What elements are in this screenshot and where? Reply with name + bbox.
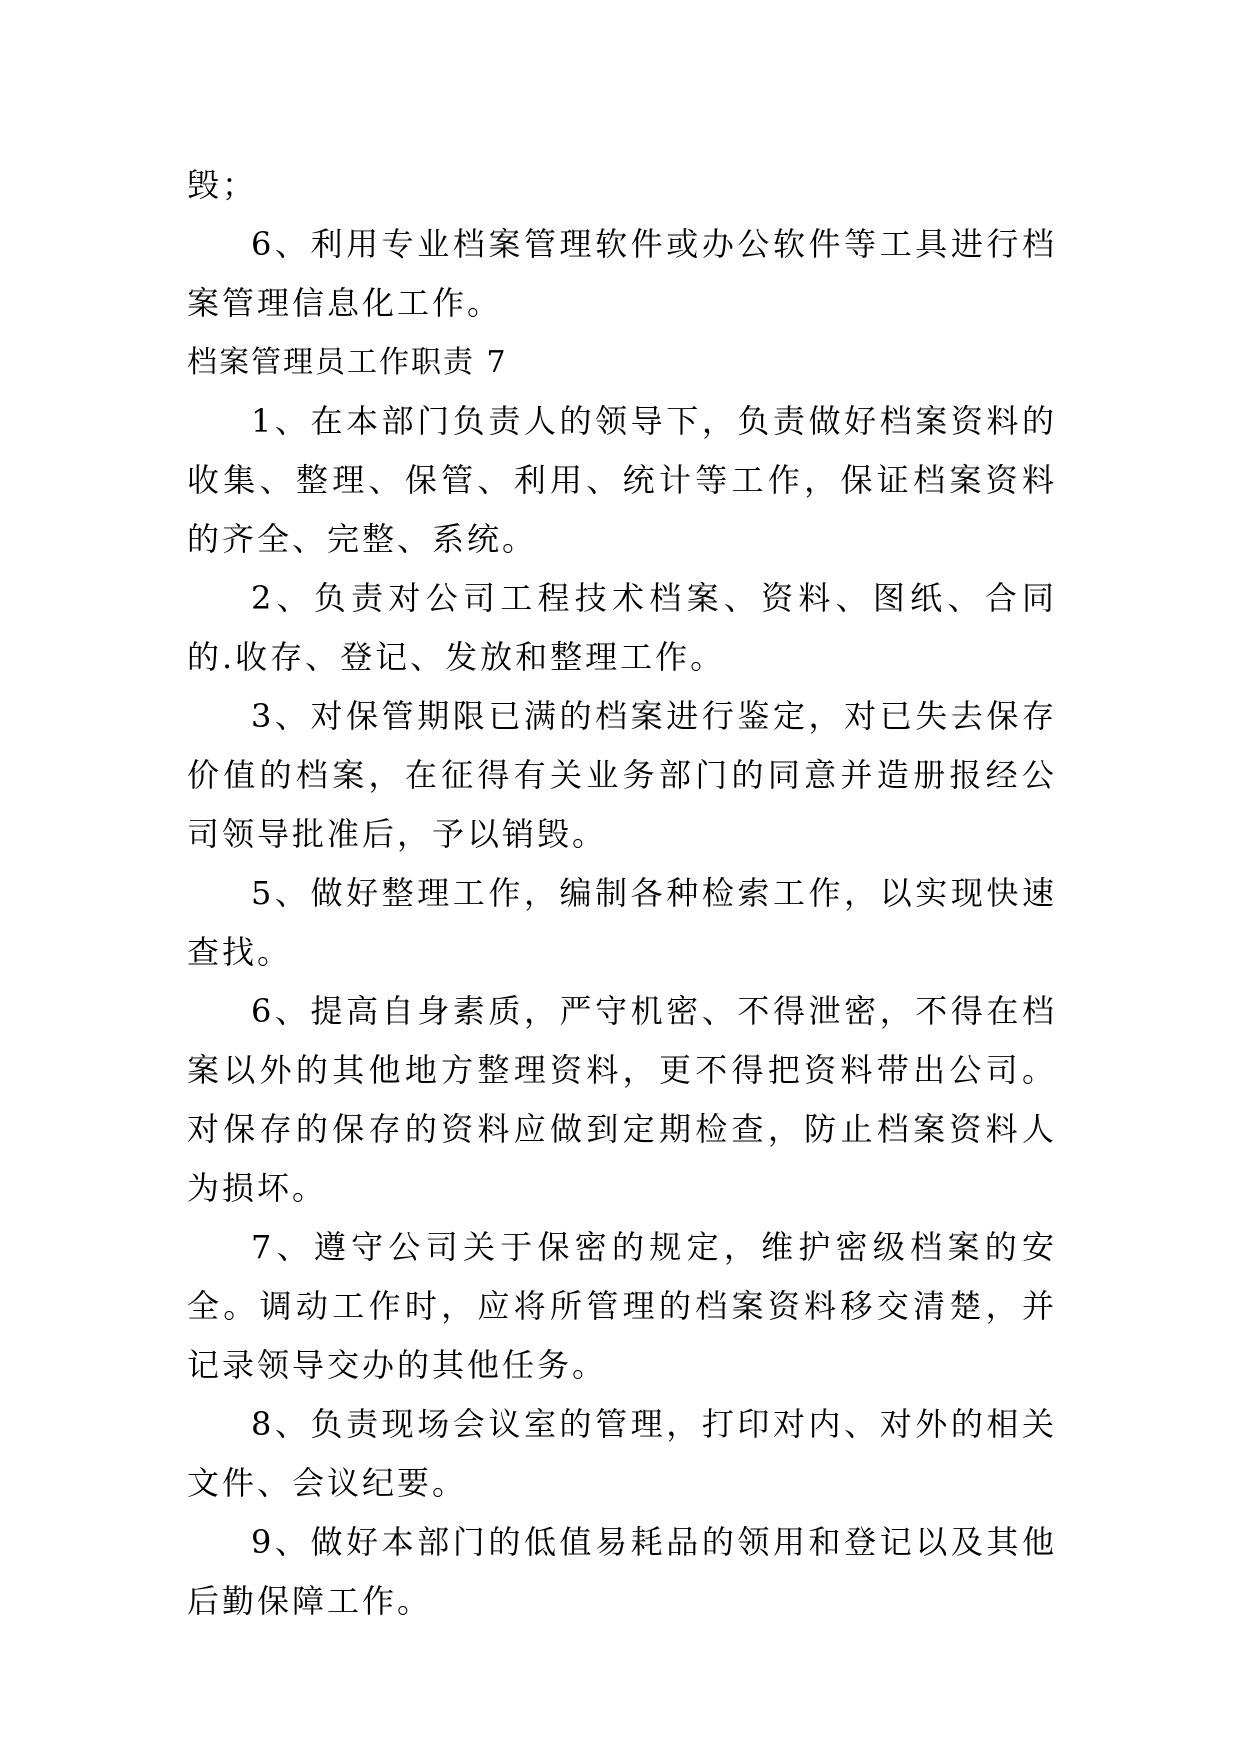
- section-heading: 档案管理员工作职责 7: [187, 345, 508, 380]
- paragraph-item-2: 2、负责对公司工程技术档案、资料、图纸、合同的.收存、登记、发放和整理工作。: [187, 579, 1057, 676]
- paragraph-item-6-informatization: 6、利用专业档案管理软件或办公软件等工具进行档案管理信息化工作。: [187, 225, 1057, 322]
- paragraph-item-3: 3、对保管期限已满的档案进行鉴定，对已失去保存价值的档案，在征得有关业务部门的同意并造册报经公司领导批准后，予以销毁。: [187, 697, 1057, 853]
- document-body: [187, 156, 1057, 1631]
- paragraph-item-5: 5、做好整理工作，编制各种检索工作，以实现快速查找。: [187, 874, 1057, 971]
- paragraph-item-1: 1、在本部门负责人的领导下，负责做好档案资料的收集、整理、保管、利用、统计等工作，保证档案资料的齐全、完整、系统。: [187, 402, 1057, 558]
- paragraph-item-6: 6、提高自身素质，严守机密、不得泄密，不得在档案以外的其他地方整理资料，更不得把资料带出公司。对保存的保存的资料应做到定期检查，防止档案资料人为损坏。: [187, 992, 1057, 1207]
- paragraph-item-8: 8、负责现场会议室的管理，打印对内、对外的相关文件、会议纪要。: [187, 1405, 1057, 1502]
- paragraph-item-9: 9、做好本部门的低值易耗品的领用和登记以及其他后勤保障工作。: [187, 1523, 1057, 1620]
- paragraph-item-7: 7、遵守公司关于保密的规定，维护密级档案的安全。调动工作时，应将所管理的档案资料移交清楚，并记录领导交办的其他任务。: [187, 1228, 1057, 1384]
- paragraph-continuation: 毁；: [187, 166, 258, 204]
